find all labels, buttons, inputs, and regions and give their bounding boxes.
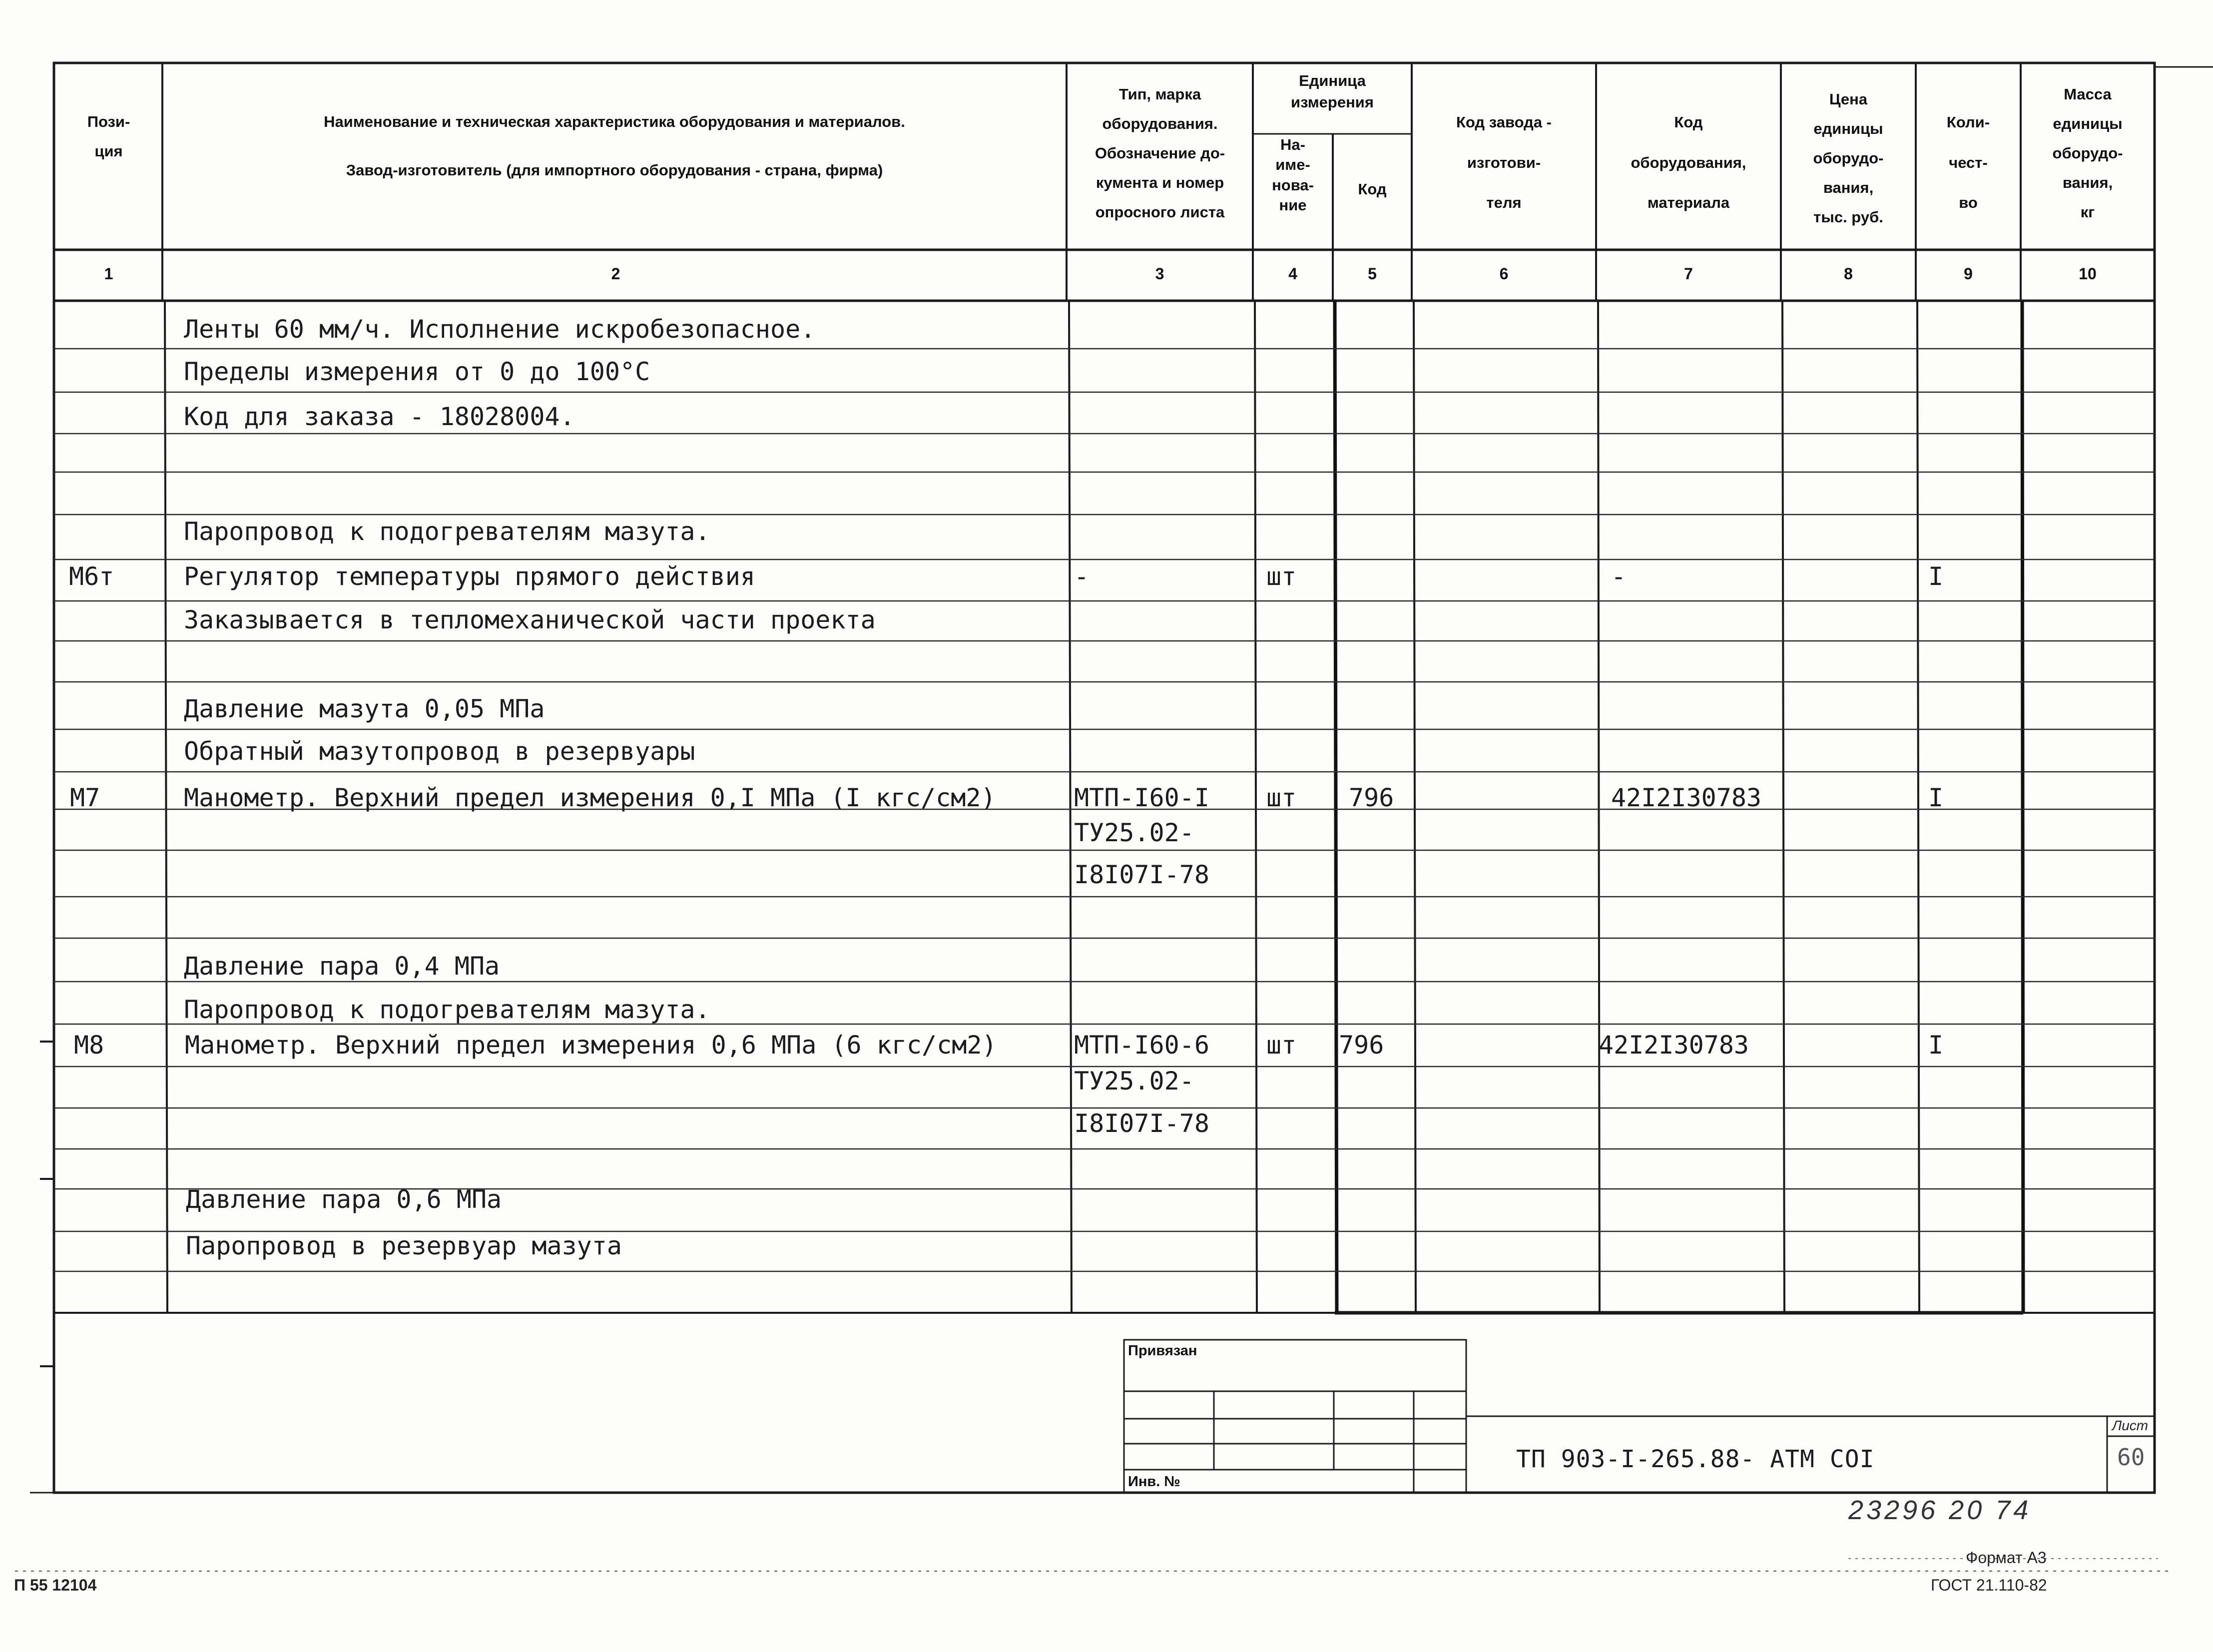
stamp-sheet-label: Лист [2112, 1418, 2149, 1433]
row-quantity: I [1928, 562, 1944, 591]
header-unit-group: Единица измерения [1291, 72, 1374, 111]
archive-number: 23296 20 74 [1848, 1495, 2032, 1525]
row-name: Обратный мазутопровод в резервуары [184, 737, 695, 766]
row-equipment-code: - [1611, 562, 1627, 591]
row-name: Код для заказа - 18028004. [184, 402, 575, 431]
header-type: Тип, марка оборудования. Обозначение до- кумента и номер опросного листа [1095, 85, 1225, 221]
header-price: Цена единицы оборудо- вания, тыс. руб. [1813, 90, 1884, 226]
row-unit: шт [1266, 783, 1297, 812]
header-name-line2: Завод-изготовитель (для импортного оборудования - страна, фирма) [346, 161, 883, 179]
row-unit: шт [1266, 1031, 1297, 1060]
row-name: Давление пара 0,4 МПа [184, 952, 500, 981]
header-plant-code: Код завода - изготови- теля [1456, 113, 1552, 212]
row-equipment-code: 42I2I30783 [1611, 783, 1762, 812]
row-type: I8I07I-78 [1074, 860, 1209, 889]
header-unit-code: Код [1358, 180, 1387, 198]
stamp-doc-code: ТП 903-I-265.88- АТМ СОI [1516, 1445, 1875, 1473]
row-name: Ленты 60 мм/ч. Исполнение искробезопасное. [184, 315, 816, 344]
header-equipment-code: Код оборудования, материала [1631, 113, 1746, 212]
col-num-4: 4 [1288, 265, 1297, 283]
row-name: Регулятор температуры прямого действия [184, 562, 755, 591]
row-position: М6т [69, 562, 114, 591]
row-name: Паропровод в резервуар мазута [186, 1231, 622, 1260]
row-quantity: I [1928, 783, 1944, 812]
col-num-3: 3 [1155, 265, 1164, 283]
header-quantity: Коли- чест- во [1946, 113, 1990, 212]
row-equipment-code: 42I2I30783 [1599, 1031, 1749, 1060]
col-num-1: 1 [104, 265, 113, 283]
row-name: Паропровод к подогревателям мазута. [184, 995, 710, 1024]
row-name: Манометр. Верхний предел измерения 0,I МПа (I кгс/см2) [184, 783, 996, 812]
row-type: МТП-I60-6 [1074, 1031, 1209, 1060]
header-mass: Масса единицы оборудо- вания, кг [2052, 85, 2123, 221]
stamp-tied-label: Привязан [1128, 1343, 1197, 1359]
row-type: ТУ25.02- [1074, 818, 1194, 847]
row-name: Давление мазута 0,05 МПа [184, 694, 545, 723]
row-type: I8I07I-78 [1074, 1109, 1209, 1138]
col-num-8: 8 [1844, 265, 1853, 283]
form-code: П 55 12104 [14, 1576, 97, 1594]
col-num-10: 10 [2079, 265, 2097, 283]
row-position: М7 [70, 783, 100, 812]
stamp-inv-label: Инв. № [1128, 1474, 1180, 1490]
row-unit: шт [1266, 562, 1297, 591]
row-name: Пределы измерения от 0 до 100°C [184, 357, 650, 386]
row-name: Манометр. Верхний предел измерения 0,6 МПа (6 кгс/см2) [185, 1031, 997, 1060]
row-unit-code: 796 [1349, 783, 1394, 812]
row-type: - [1074, 562, 1090, 591]
row-position: М8 [74, 1031, 104, 1060]
col-num-2: 2 [611, 265, 620, 283]
header-name-line1: Наименование и техническая характеристика оборудования и материалов. [324, 113, 905, 130]
header-unit-name: На- име- нова- ние [1272, 136, 1314, 214]
col-num-5: 5 [1368, 265, 1377, 283]
stamp-sheet-number: 60 [2117, 1444, 2145, 1471]
row-unit-code: 796 [1339, 1031, 1384, 1060]
col-num-7: 7 [1684, 265, 1693, 283]
row-quantity: I [1928, 1031, 1944, 1060]
row-name: Паропровод к подогревателям мазута. [184, 517, 710, 546]
col-num-6: 6 [1499, 265, 1509, 283]
row-name: Заказывается в тепломеханической части проекта [184, 605, 876, 634]
gost-label: ГОСТ 21.110-82 [1931, 1576, 2047, 1594]
row-type: ТУ25.02- [1074, 1067, 1194, 1096]
row-type: МТП-I60-I [1074, 783, 1209, 812]
col-num-9: 9 [1964, 265, 1973, 283]
header-position: Пози- ция [87, 113, 130, 160]
format-label: Формат А3 [1966, 1549, 2047, 1567]
row-name: Давление пара 0,6 МПа [186, 1185, 502, 1214]
